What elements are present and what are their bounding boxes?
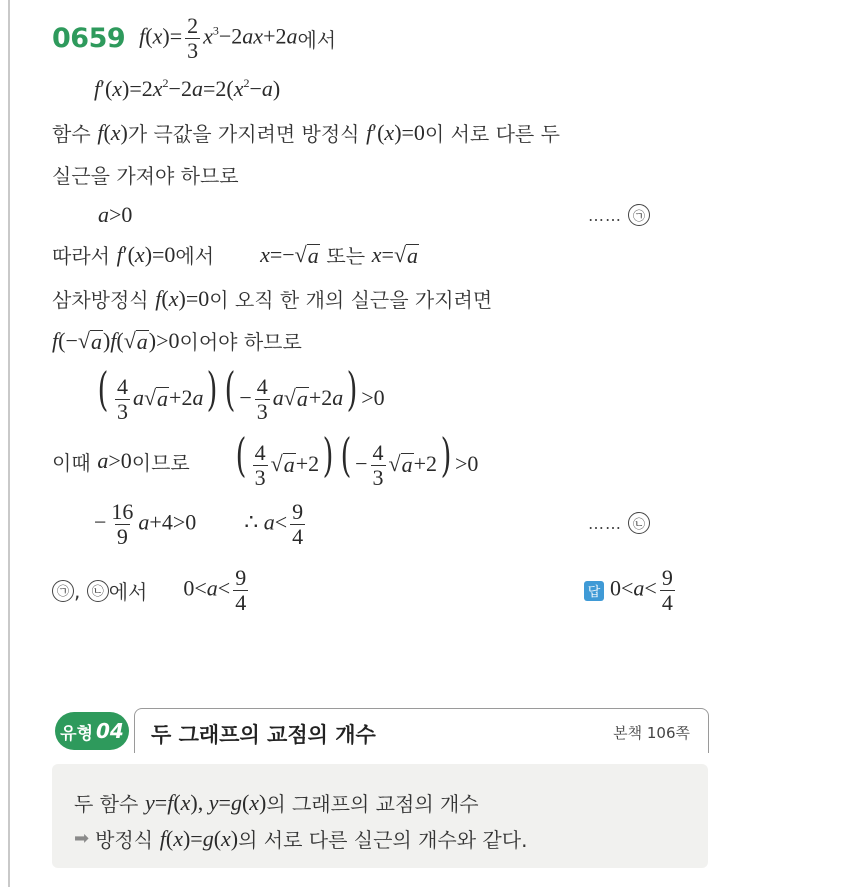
text: 이 오직 한 개의 실근을 가지려면 xyxy=(209,288,493,312)
math-inline: x=− √ a xyxy=(260,241,319,268)
math-inline: f(− √ a )f( √ a )>0 xyxy=(52,327,180,354)
math-inline: f(x) xyxy=(97,119,128,145)
text: 방정식 xyxy=(95,828,154,852)
badge-label: 유형 xyxy=(60,723,93,744)
answer-row xyxy=(584,566,678,615)
text: 이 서로 다른 두 xyxy=(424,122,560,146)
label-circle-1: ㉠ xyxy=(52,580,74,602)
badge-number: 04 xyxy=(96,719,124,743)
text: 이므로 xyxy=(131,450,190,475)
solution-line-1 xyxy=(52,14,336,63)
label-circle-2: ㉡ xyxy=(87,580,109,602)
math-inequality: ( $\frac{4}{3}$ √ a +2) ( − $\frac{4}{3}$ √ a +2) >0 xyxy=(235,428,479,491)
label-circle-1: ㉠ xyxy=(628,204,650,226)
text: 또는 xyxy=(326,244,366,268)
text: 따라서 xyxy=(52,244,110,268)
label-circle-2: ㉡ xyxy=(628,512,650,534)
text: 실근을 가져야 하므로 xyxy=(52,164,239,188)
type-badge xyxy=(55,712,129,750)
math-inline: x= √ a xyxy=(371,241,419,268)
dots: …… xyxy=(588,205,622,225)
solution-line-3 xyxy=(52,118,560,147)
solution-line-2 xyxy=(94,76,280,102)
summary-line-2 xyxy=(74,824,527,853)
text: 두 함수 xyxy=(74,792,139,816)
math-inline: f′(x)=0 xyxy=(116,241,176,267)
type-title: 두 그래프의 교점의 개수 xyxy=(151,723,376,747)
math-inline: f(x)=0 xyxy=(155,285,210,311)
page-reference: 본책 106쪽 xyxy=(613,724,690,742)
solution-line-5 xyxy=(98,202,132,228)
solution-line-6 xyxy=(52,240,419,269)
math-result: 0<a< $\frac{9}{4}$ xyxy=(183,565,247,615)
answer-value: 0<a< $\frac{9}{4}$ xyxy=(610,565,673,615)
text: 함수 xyxy=(52,122,91,146)
text: 의 서로 다른 실근의 개수와 같다. xyxy=(238,828,528,852)
text: 에서 xyxy=(175,244,215,268)
equation-f: f(x)= $\frac{2}{3}$ $x^3-2ax+2a$ xyxy=(139,13,298,63)
math-inequality: ( $\frac{4}{3}$ a √ a +2a) ( − $\frac{4}{3}$ a √ a +2a) >0 xyxy=(97,362,385,425)
math-inequality: − $\frac{16}{9}$ a+4>0 xyxy=(94,499,197,549)
solution-line-11 xyxy=(94,500,308,549)
solution-line-8 xyxy=(52,326,302,355)
dots: …… xyxy=(588,513,622,533)
text: 에서 xyxy=(108,580,148,604)
solution-line-12: ㉠ , ㉡ 에서 0<a< $\frac{9}{4}$ xyxy=(52,566,251,615)
math-conclusion: ∴ a< $\frac{9}{4}$ xyxy=(244,499,304,549)
math-inline: a>0 xyxy=(97,448,132,474)
left-margin-rule xyxy=(8,0,10,887)
label-row-1 xyxy=(588,204,650,226)
solution-line-9 xyxy=(94,362,385,425)
math-inline: f′(x)=0 xyxy=(366,119,425,145)
problem-number: 0659 xyxy=(52,23,126,54)
math-inline: a>0 xyxy=(98,202,133,227)
text: 삼차방정식 xyxy=(52,288,149,312)
equation-derivative: $f'(x)=2x^2-2a=2(x^2-a)$ xyxy=(94,76,281,101)
answer-badge-icon: 답 xyxy=(584,581,604,601)
math-inline: y=f(x), y=g(x) xyxy=(145,789,267,815)
right-arrow-icon: ➡ xyxy=(74,828,90,849)
text: 가 극값을 가지려면 방정식 xyxy=(127,122,360,146)
label-row-2 xyxy=(588,512,650,534)
text: 의 그래프의 교점의 개수 xyxy=(266,792,479,816)
text: 이때 xyxy=(52,450,91,475)
text-suffix: 에서 xyxy=(297,28,337,52)
solution-line-10 xyxy=(52,428,479,491)
solution-line-4 xyxy=(52,160,239,189)
solution-line-7 xyxy=(52,284,492,313)
math-inline: f(x)=g(x) xyxy=(159,825,239,851)
summary-line-1 xyxy=(74,788,479,817)
text: 이어야 하므로 xyxy=(179,330,302,354)
